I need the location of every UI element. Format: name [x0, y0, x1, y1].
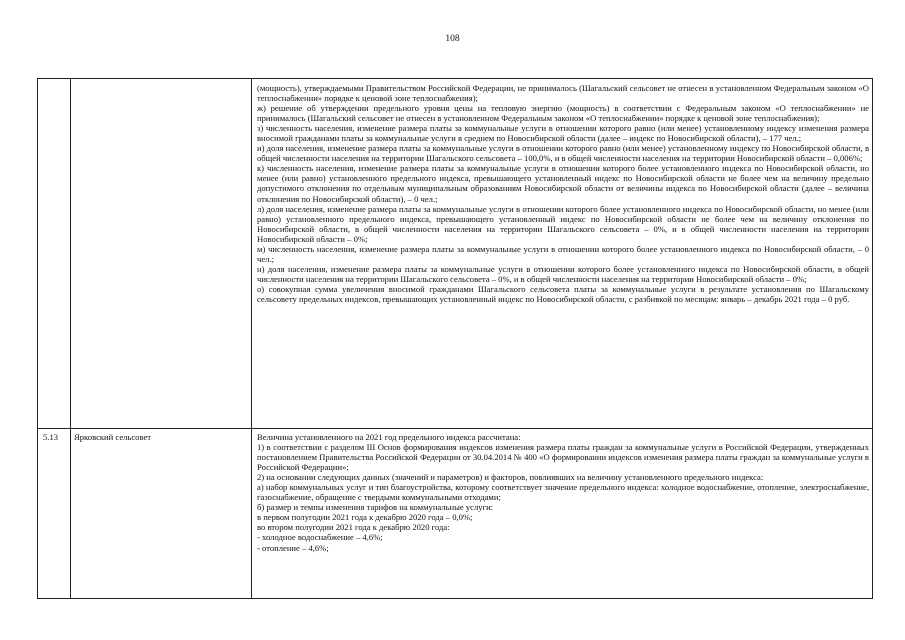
row-number-cell	[38, 79, 71, 429]
row-text-cell	[252, 79, 873, 429]
paragraph: о) совокупная сумма увеличения вносимой гражданами Шагальского сельсовета платы за коммунальные услуги в результате установления по Шагальскому сельсовету предельных индексов, превышающих установленный индекс по Новосибирской области, с разбивкой по месяцам: январь – декабрь 2021 года – 0 руб.	[257, 283, 869, 304]
paragraph: з) численность населения, изменение размера платы за коммунальные услуги в отношении которого равно (или менее) установленному индексу изменения размера вносимой гражданами платы за коммунальные услуги в среднем по Новосибирской области (далее – индекс по Новосибирской области), – 177 чел.;	[257, 123, 869, 144]
paragraph: Величина установленного на 2021 год предельного индекса рассчитана:	[257, 432, 521, 442]
table-row	[38, 429, 873, 599]
paragraph: б) размер и темпы изменения тарифов на коммунальные услуги:	[257, 502, 494, 513]
paragraph: в первом полугодии 2021 года к декабрю 2020 года – 0,0%;	[257, 512, 473, 523]
document-table	[37, 78, 873, 599]
paragraph: л) доля населения, изменение размера платы за коммунальные услуги в отношении которого более установленного индекса по Новосибирской области, но менее (или равно) установленного предельного индекса, превышающего установленный индекс по Новосибирской области не более чем на величину отклонения по Новосибирской области, в общей численности населения на территории Шагальского сельсовета – 0%, и в общей численности населения на территории Новосибирской области – 0%;	[257, 203, 869, 244]
paragraph: во втором полугодии 2021 года к декабрю 2020 года:	[257, 522, 450, 533]
paragraph: (мощность), утверждаемыми Правительством Российской Федерации, не принималось (Шагальский сельсовет не отнесен в установленном Федеральным законом «О теплоснабжении» порядке к ценовой зоне теплоснабжения);	[257, 83, 869, 104]
paragraph: м) численность населения, изменение размера платы за коммунальные услуги в отношении которого более установленного индекса по Новосибирской области, – 0 чел.;	[257, 243, 869, 264]
page-number: 108	[445, 34, 460, 44]
paragraph: 2) на основании следующих данных (значений и параметров) и факторов, повлиявших на величину установленного предельного индекса:	[257, 472, 764, 483]
paragraph: и) доля населения, изменение размера платы за коммунальные услуги в отношении которого равно (или менее) установленному индексу по Новосибирской области, в общей численности населения на территории Шагальского сельсовета – 100,0%, и в общей численности населения на территории Новосибирской области – 0,006%;	[257, 143, 869, 164]
paragraph: н) доля населения, изменение размера платы за коммунальные услуги в отношении которого более установленного индекса по Новосибирской области, в общей численности населения на территории Шагальского сельсовета – 0%, и в общей численности населения на территории Новосибирской области – 0%;	[257, 263, 869, 284]
paragraph: - отопление – 4,6%;	[257, 542, 329, 553]
paragraph: 1) в соответствии с разделом III Основ формирования индексов изменения размера платы граждан за коммунальные услуги в Российской Федерации, утвержденных постановлением Правительства Российской Федерации от 30.04.2014 № 400 «О формировании индексов изменения размера платы граждан за коммунальные услуги в Российской Федерации»;	[257, 442, 869, 473]
row-name-cell: Ярковский сельсовет	[71, 429, 252, 599]
row-number-cell: 5.13	[38, 429, 71, 599]
row-text-cell	[252, 429, 873, 599]
table-row	[38, 79, 873, 429]
paragraph: к) численность населения, изменение размера платы за коммунальные услуги в отношении которого более установленного индекса по Новосибирской области, но менее (или равно) установленного предельного индекса, превышающего установленный индекс по Новосибирской области не более чем на величину предельно допустимого отклонения по отдельным муниципальным образованиям Новосибирской области от величины индекса по Новосибирской области (далее – величина отклонения по Новосибирской области), – 0 чел.;	[257, 163, 869, 204]
paragraph: - холодное водоснабжение – 4,6%;	[257, 532, 383, 543]
paragraph: ж) решение об утверждении предельного уровня цены на тепловую энергию (мощность) в соответствии с Федеральным законом «О теплоснабжении» не принималось (Шагальский сельсовет не отнесен в установленном Федеральным законом «О теплоснабжении» порядке к ценовой зоне теплоснабжения);	[257, 103, 869, 124]
row-name-cell	[71, 79, 252, 429]
paragraph: а) набор коммунальных услуг и тип благоустройства, которому соответствует значение предельного индекса: холодное водоснабжение, отопление, электроснабжение, газоснабжение, обращение с твердыми коммунальными отходами;	[257, 482, 869, 503]
